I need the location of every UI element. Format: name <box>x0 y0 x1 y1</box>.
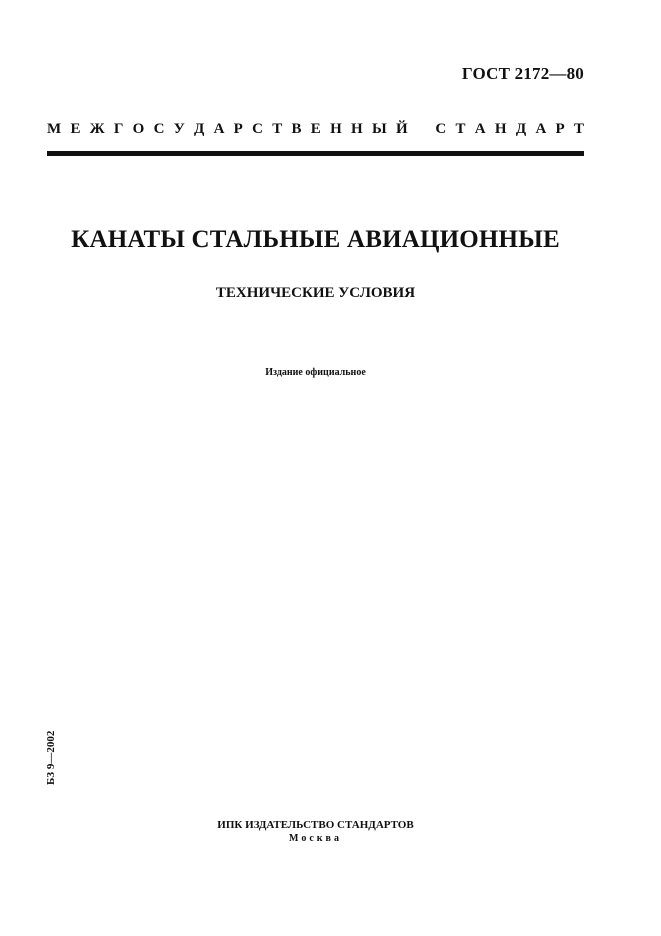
heading-letter: М <box>47 121 62 137</box>
heading-letter: С <box>252 121 263 137</box>
heading-letter: О <box>132 121 145 137</box>
heading-letter: С <box>435 121 447 137</box>
heading-letter: Т <box>455 121 466 137</box>
heading-letter: Д <box>515 121 527 137</box>
publisher-city: Москва <box>289 833 342 844</box>
heading-letter: Р <box>233 121 243 137</box>
header-divider <box>47 151 584 156</box>
heading-letter: А <box>535 121 547 137</box>
heading-letter: Н <box>494 121 507 137</box>
document-title: КАНАТЫ СТАЛЬНЫЕ АВИАЦИОННЫЕ <box>71 226 560 253</box>
publisher-name: ИПК ИЗДАТЕЛЬСТВО СТАНДАРТОВ <box>217 819 414 831</box>
heading-letter: У <box>173 121 185 137</box>
document-code: ГОСТ 2172—80 <box>461 64 584 83</box>
heading-letter: Е <box>70 121 81 137</box>
heading-letter: Ж <box>89 121 105 137</box>
heading-letter: А <box>213 121 225 137</box>
heading-letter: Р <box>555 121 565 137</box>
heading-letter: Т <box>272 121 283 137</box>
heading-letter: Е <box>310 121 321 137</box>
heading-letter: С <box>153 121 165 137</box>
catalog-side-label: БЗ 9—2002 <box>45 730 57 785</box>
heading-letter: Н <box>351 121 363 137</box>
edition-note: Издание официальное <box>265 367 366 378</box>
heading-letter: В <box>291 121 302 137</box>
heading-letter: Н <box>330 121 342 137</box>
document-subtitle: ТЕХНИЧЕСКИЕ УСЛОВИЯ <box>215 285 416 301</box>
heading-letter: Д <box>193 121 205 137</box>
heading-letter: Т <box>573 121 584 137</box>
heading-letter: А <box>474 121 486 137</box>
interstate-standard-heading <box>47 121 584 138</box>
heading-letter: Г <box>113 121 124 137</box>
heading-letter: Й <box>395 121 408 137</box>
heading-letter: Ы <box>371 121 387 137</box>
